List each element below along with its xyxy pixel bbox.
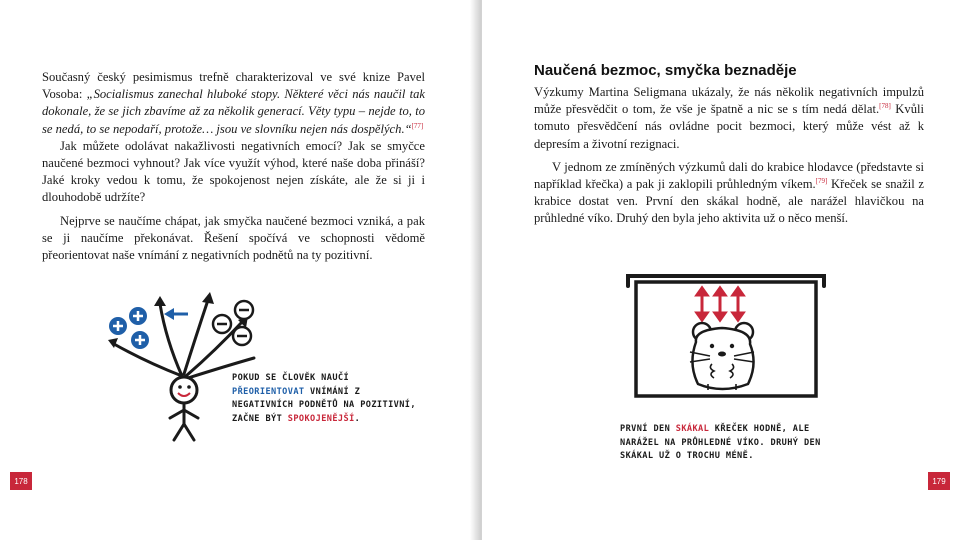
paragraph-text: Výzkumy Martina Seligmana ukázaly, že nás několik negativních impulzů může přesvědčit o tom, že vše je špatně a nic se s tím nedá dělat. [534, 85, 924, 117]
page-number-right: 179 [928, 472, 950, 490]
left-paragraph-3: Nejprve se naučíme chápat, jak smyčka naučené bezmoci vzniká, a pak se ji naučíme překonávat. Řešení spočívá ve schopnosti vědomě přeorientovat naše vnímání z negativních podnětů na ty pozitivní. [42, 213, 425, 263]
caption-highlight-red: SPOKOJENĚJŠÍ [287, 413, 355, 424]
right-paragraph-1 [534, 84, 924, 153]
right-page [482, 0, 960, 540]
left-paragraph-1 [42, 69, 425, 138]
paragraph-text: V jednom ze zmíněných výzkumů dali do krabice hlodavce (představte si například křečka) a pak ji zaklopili průhledným víkem. [534, 159, 924, 192]
caption-text: PRVNÍ DEN [620, 424, 676, 434]
hamster-box-illustration [624, 272, 828, 402]
caption-text: POKUD SE ČLOVĚK NAUČÍ [232, 373, 350, 383]
paragraph-lead: Současný český pesimismus trefně charakterizoval ve své knize Pavel Vosoba: [42, 70, 425, 102]
right-paragraph-2 [534, 159, 924, 228]
caption-text: VNÍMÁNÍ Z NEGATIVNÍCH PODNĚTŮ NA POZITIVNÍ, ZAČNE BÝT [232, 386, 416, 424]
vosoba-quote: „Socialismus zanechal hluboké stopy. Některé věci nás naučil tak dokonale, že se jich zbavíme až za několik generací. Věty typu – nejde to, to se nedá, to se nepodaří, protože… jsou ve slovníku nejen nás dospělých.“ [42, 87, 425, 136]
paragraph-text: Křeček se snažil z krabice dostat ven. První den skákal hodně, ale narážel hlavičkou na průhledné víko. Druhý den byla jeho aktivita už o něco menší. [534, 177, 925, 226]
caption-highlight-blue: PŘEORIENTOVAT [232, 386, 305, 397]
footnote-ref[interactable]: [77] [411, 121, 424, 130]
section-heading: Naučená bezmoc, smyčka beznaděje [534, 62, 797, 79]
left-paragraph-2: Jak můžete odolávat nakažlivosti negativních emocí? Jak se smyčce naučené bezmoci vyhnout? Jak více využít výhod, které naše doba přináší? Jaké kroky vedou k tomu, že spokojenost nejen získáte, ale že si ji i dlouhodobě udržíte? [42, 138, 425, 205]
right-illustration-caption [620, 423, 850, 464]
caption-text: . [354, 413, 361, 424]
paragraph-text: Kvůli tomuto přesvědčení nás ovládne pocit bezmoci, který může vést až k depresím a životní rezignaci. [534, 102, 924, 151]
caption-text: KŘEČEK HODNĚ, ALE NARÁŽEL NA PRŮHLEDNÉ VÍKO. DRUHÝ DEN SKÁKAL UŽ O TROCHU MÉNĚ. [620, 424, 821, 461]
page-number-left: 178 [10, 472, 32, 490]
left-page [0, 0, 478, 540]
left-illustration-caption [232, 372, 422, 426]
footnote-ref[interactable]: [78] [879, 102, 891, 111]
left-body-text [42, 69, 425, 264]
caption-highlight-red: SKÁKAL [675, 424, 710, 434]
footnote-ref[interactable]: [79] [815, 176, 828, 185]
right-body-text [534, 84, 924, 228]
